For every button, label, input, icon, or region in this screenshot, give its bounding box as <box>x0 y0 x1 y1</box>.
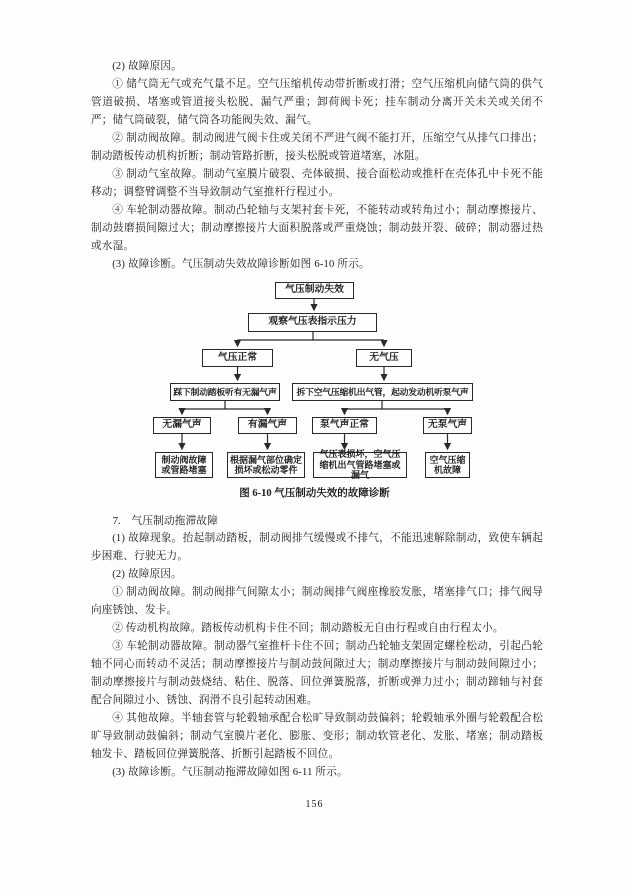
paragraph: ③ 制动气室故障。制动气室膜片破裂、壳体破损、接合面松动或推杆在壳体孔中卡死不能移动；调整臂调整不当导致制动气室推杆行程过小。 <box>91 169 543 198</box>
section-7-text <box>91 512 543 782</box>
paragraph: ④ 其他故障。半轴套管与轮毂轴承配合松旷导致制动鼓偏斜；轮毂轴承外圈与轮毂配合松旷导致制动鼓偏斜；制动气室膜片老化、膨胀、变形；制动软管老化、发胀、堵塞；制动踏板轴发卡、踏板回位弹簧脱落、折断引起踏板不回位。 <box>91 713 543 760</box>
flow-node-no-leak-sound: 无漏气声 <box>153 417 211 434</box>
flow-node-result-locate-leak: 根据漏气部位确定损坏或松动零件 <box>227 452 305 478</box>
top-text-section <box>91 58 543 274</box>
paragraph: ④ 车轮制动器故障。制动凸轮轴与支架衬套卡死，不能转动或转角过小；制动摩擦接片、制动鼓磨损间隙过大；制动摩擦接片大面积脱落或严重烧蚀；制动鼓开裂、破碎；制动器过热或水湿。 <box>91 205 543 252</box>
paragraph: ① 储气筒无气或充气量不足。空气压缩机传动带折断或打滑；空气压缩机向储气筒的供气管道破损、堵塞或管道接头松脱、漏气严重；卸荷阀卡死；挂车制动分离开关未关或关闭不严；储气筒破裂，储气筒各功能阀失效、漏气。 <box>91 79 543 126</box>
paragraph: ③ 车轮制动器故障。制动器气室推杆卡住不回；制动凸轮轴支架固定螺栓松动，引起凸轮轴不同心而转动不灵活；制动摩擦接片与制动鼓间隙过大；制动摩擦接片与制动鼓间隙过小；制动摩擦接片与制动鼓烧结、粘住、脱落、回位弹簧脱落，折断或弹力过小；制动蹄轴与衬套配合间隙过小、锈蚀、润滑不良引起转动困难。 <box>91 641 543 706</box>
flow-node-leak-sound: 有漏气声 <box>238 417 297 434</box>
flow-node-remove-pipe-listen: 拆下空气压缩机出气管，起动发动机听泵气声 <box>292 383 473 401</box>
figure-caption: 图 6-10 气压制动失效的故障诊断 <box>239 488 390 499</box>
paragraph: ② 制动阀故障。制动阀进气阀卡住或关闭不严进气阀不能打开，压缩空气从排气口排出；制动踏板传动机构折断；制动管路折断，接头松脱或管道堵塞，冰阻。 <box>91 133 543 162</box>
flow-node-result-compressor-fault: 空气压缩 机故障 <box>425 452 470 478</box>
flow-node-press-pedal-listen: 踩下制动踏板听有无漏气声 <box>170 383 280 401</box>
flow-node-pump-sound-normal: 泵气声正常 <box>312 417 377 434</box>
flow-node-root: 气压制动失效 <box>275 282 354 299</box>
flow-node-observe-gauge: 观察气压表指示压力 <box>248 313 377 332</box>
paragraph: (2) 故障原因。 <box>112 61 182 72</box>
paragraph: ① 制动阀故障。制动阀排气间隙太小；制动阀排气阀座橡胶发胀，堵塞排气口；排气阀导向座锈蚀、发卡。 <box>91 587 543 616</box>
flow-node-result-gauge-or-pipe: 气压表损坏，空气压缩机出气管路堵塞或漏气 <box>313 452 407 478</box>
flow-node-no-pump-sound: 无泵气声 <box>423 417 472 434</box>
section-7-heading: 7. 气压制动拖滞故障 <box>112 515 218 527</box>
flow-node-pressure-normal: 气压正常 <box>202 349 273 367</box>
figure-6-10 <box>0 278 629 510</box>
flow-node-no-pressure: 无气压 <box>356 349 412 367</box>
paragraph: (2) 故障原因。 <box>112 569 182 580</box>
paragraph: (3) 故障诊断。气压制动失效故障诊断如图 6-10 所示。 <box>112 259 370 270</box>
paragraph: ② 传动机构故障。踏板传动机构卡住不回；制动踏板无自由行程或自由行程太小。 <box>112 623 504 634</box>
flow-node-result-valve-fault: 制动阀故障 或管路堵塞 <box>155 452 213 478</box>
page-number: 156 <box>305 799 324 810</box>
paragraph: (1) 故障现象。抬起制动踏板，制动阀排气缓慢或不排气，不能迅速解除制动，致使车辆起步困难、行驶无力。 <box>91 533 543 562</box>
paragraph: (3) 故障诊断。气压制动拖滞故障如图 6-11 所示。 <box>112 767 348 778</box>
